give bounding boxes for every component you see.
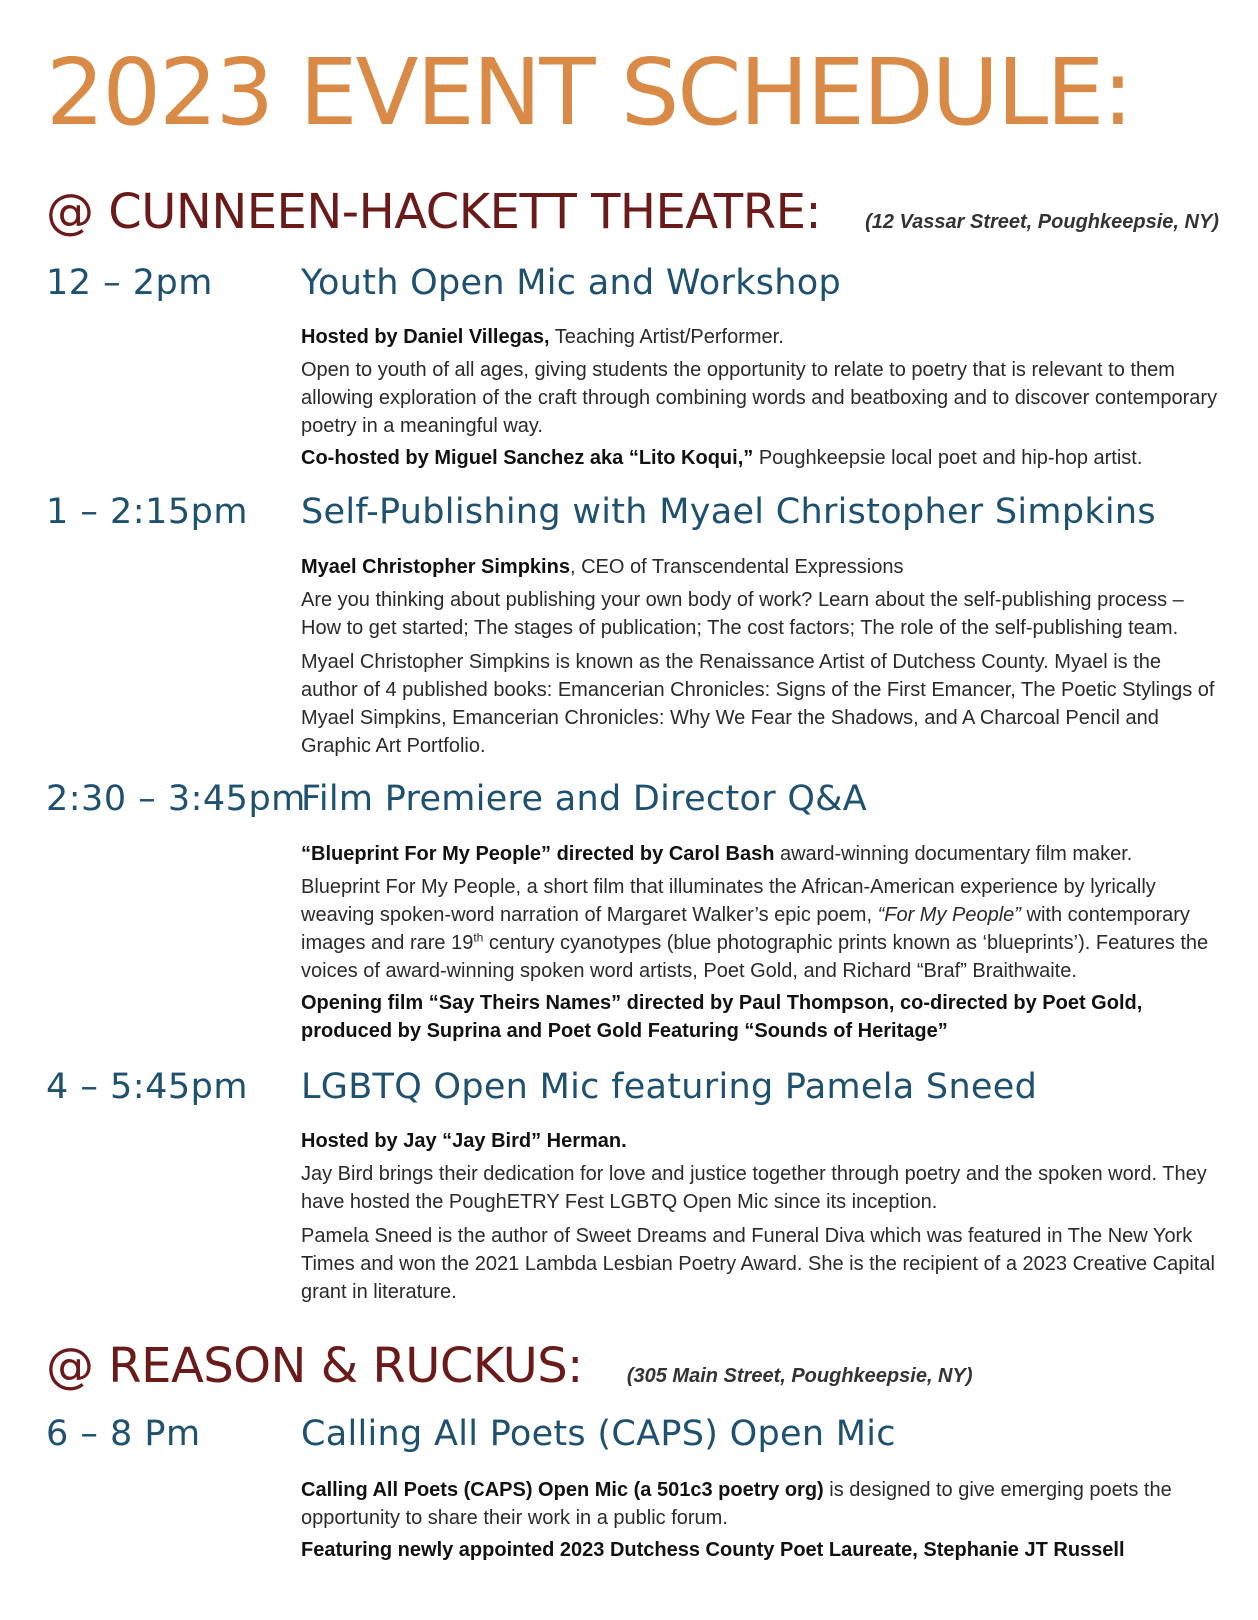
event-title: Calling All Poets (CAPS) Open Mic [301,1414,896,1454]
event-time: 6 – 8 Pm [46,1414,201,1454]
host-name: Hosted by Daniel Villegas, [301,326,550,348]
event-host [301,840,1221,868]
event-description [301,873,1221,985]
desc-text: Blueprint For My People, a short film that illuminates the African-American experience by lyrically weaving spoken-word narration of Margaret Walker’s epic poem, [301,876,1156,926]
event-bio: Myael Christopher Simpkins is known as the Renaissance Artist of Dutchess County. Myael is the author of 4 published books: Emancerian Chronicles: Signs of the First Emancer, The Poetic Stylings of Myael Simpkins, Emancerian Chronicles: Why We Fear the Shadows, and A Charcoal Pencil and Graphic Art Portfolio. [301,651,1215,757]
event-time: 2:30 – 3:45pm [46,779,306,819]
superscript: th [473,930,484,945]
host-role: is designed to give emerging poets the opportunity to share their work in a public forum. [301,1479,1172,1529]
cohost-name: Co-hosted by Miguel Sanchez aka “Lito Koqui,” [301,447,754,469]
desc-text: with contemporary images and rare 19 [301,904,1190,954]
event-title: Film Premiere and Director Q&A [301,779,868,819]
event-cohost [301,444,1221,472]
event-featuring: Featuring newly appointed 2023 Dutchess County Poet Laureate, Stephanie JT Russell [301,1539,1125,1561]
opening-film: Opening film “Say Theirs Names” directed by Paul Thompson, co-directed by Poet Gold, produced by Suprina and Poet Gold Featuring “Sounds of Heritage” [301,992,1143,1042]
event-description: Open to youth of all ages, giving students the opportunity to relate to poetry that is relevant to them allowing exploration of the craft through combining words and beatboxing and to discover contemporary poetry in a meaningful way. [301,359,1218,437]
event-host [301,553,1221,581]
event-time: 4 – 5:45pm [46,1067,248,1107]
host-role: Teaching Artist/Performer. [549,326,784,348]
event-title: Youth Open Mic and Workshop [301,263,842,303]
venue-name: @ REASON & RUCKUS: [46,1338,583,1394]
venue-address: (305 Main Street, Poughkeepsie, NY) [626,1365,973,1387]
event-title: Self-Publishing with Myael Christopher Simpkins [301,492,1156,532]
desc-text: century cyanotypes (blue photographic prints known as ‘blueprints’). Features the voices of award-winning spoken word artists, Poet Gold, and Richard “Braf” Braithwaite. [301,932,1209,982]
host-name: Calling All Poets (CAPS) Open Mic (a 501c3 poetry org) [301,1479,824,1501]
event-bio: Pamela Sneed is the author of Sweet Dreams and Funeral Diva which was featured in The New York Times and won the 2021 Lambda Lesbian Poetry Award. She is the recipient of a 2023 Creative Capital grant in literature. [301,1225,1215,1303]
venue-address: (12 Vassar Street, Poughkeepsie, NY) [865,211,1219,233]
event-host: Hosted by Jay “Jay Bird” Herman. [301,1130,627,1152]
venue-header [46,1338,973,1396]
event-host [301,323,1221,351]
cohost-role: Poughkeepsie local poet and hip-hop artist. [753,447,1143,469]
host-name: Myael Christopher Simpkins [301,556,570,578]
page-title: 2023 EVENT SCHEDULE: [46,39,1132,146]
event-time: 12 – 2pm [46,263,213,303]
venue-name: @ CUNNEEN-HACKETT THEATRE: [46,184,822,240]
film-credit: “Blueprint For My People” directed by Carol Bash [301,843,775,865]
event-time: 1 – 2:15pm [46,492,248,532]
venue-header [46,184,1219,242]
film-credit-rest: award-winning documentary film maker. [774,843,1133,865]
event-description: Are you thinking about publishing your own body of work? Learn about the self-publishing process – How to get started; The stages of publication; The cost factors; The role of the self-publishing team. [301,589,1184,639]
poem-title: “For My People” [877,904,1021,926]
event-description: Jay Bird brings their dedication for love and justice together through poetry and the spoken word. They have hosted the PoughETRY Fest LGBTQ Open Mic since its inception. [301,1163,1207,1213]
event-host [301,1476,1221,1532]
event-title: LGBTQ Open Mic featuring Pamela Sneed [301,1067,1038,1107]
host-role: , CEO of Transcendental Expressions [569,556,904,578]
